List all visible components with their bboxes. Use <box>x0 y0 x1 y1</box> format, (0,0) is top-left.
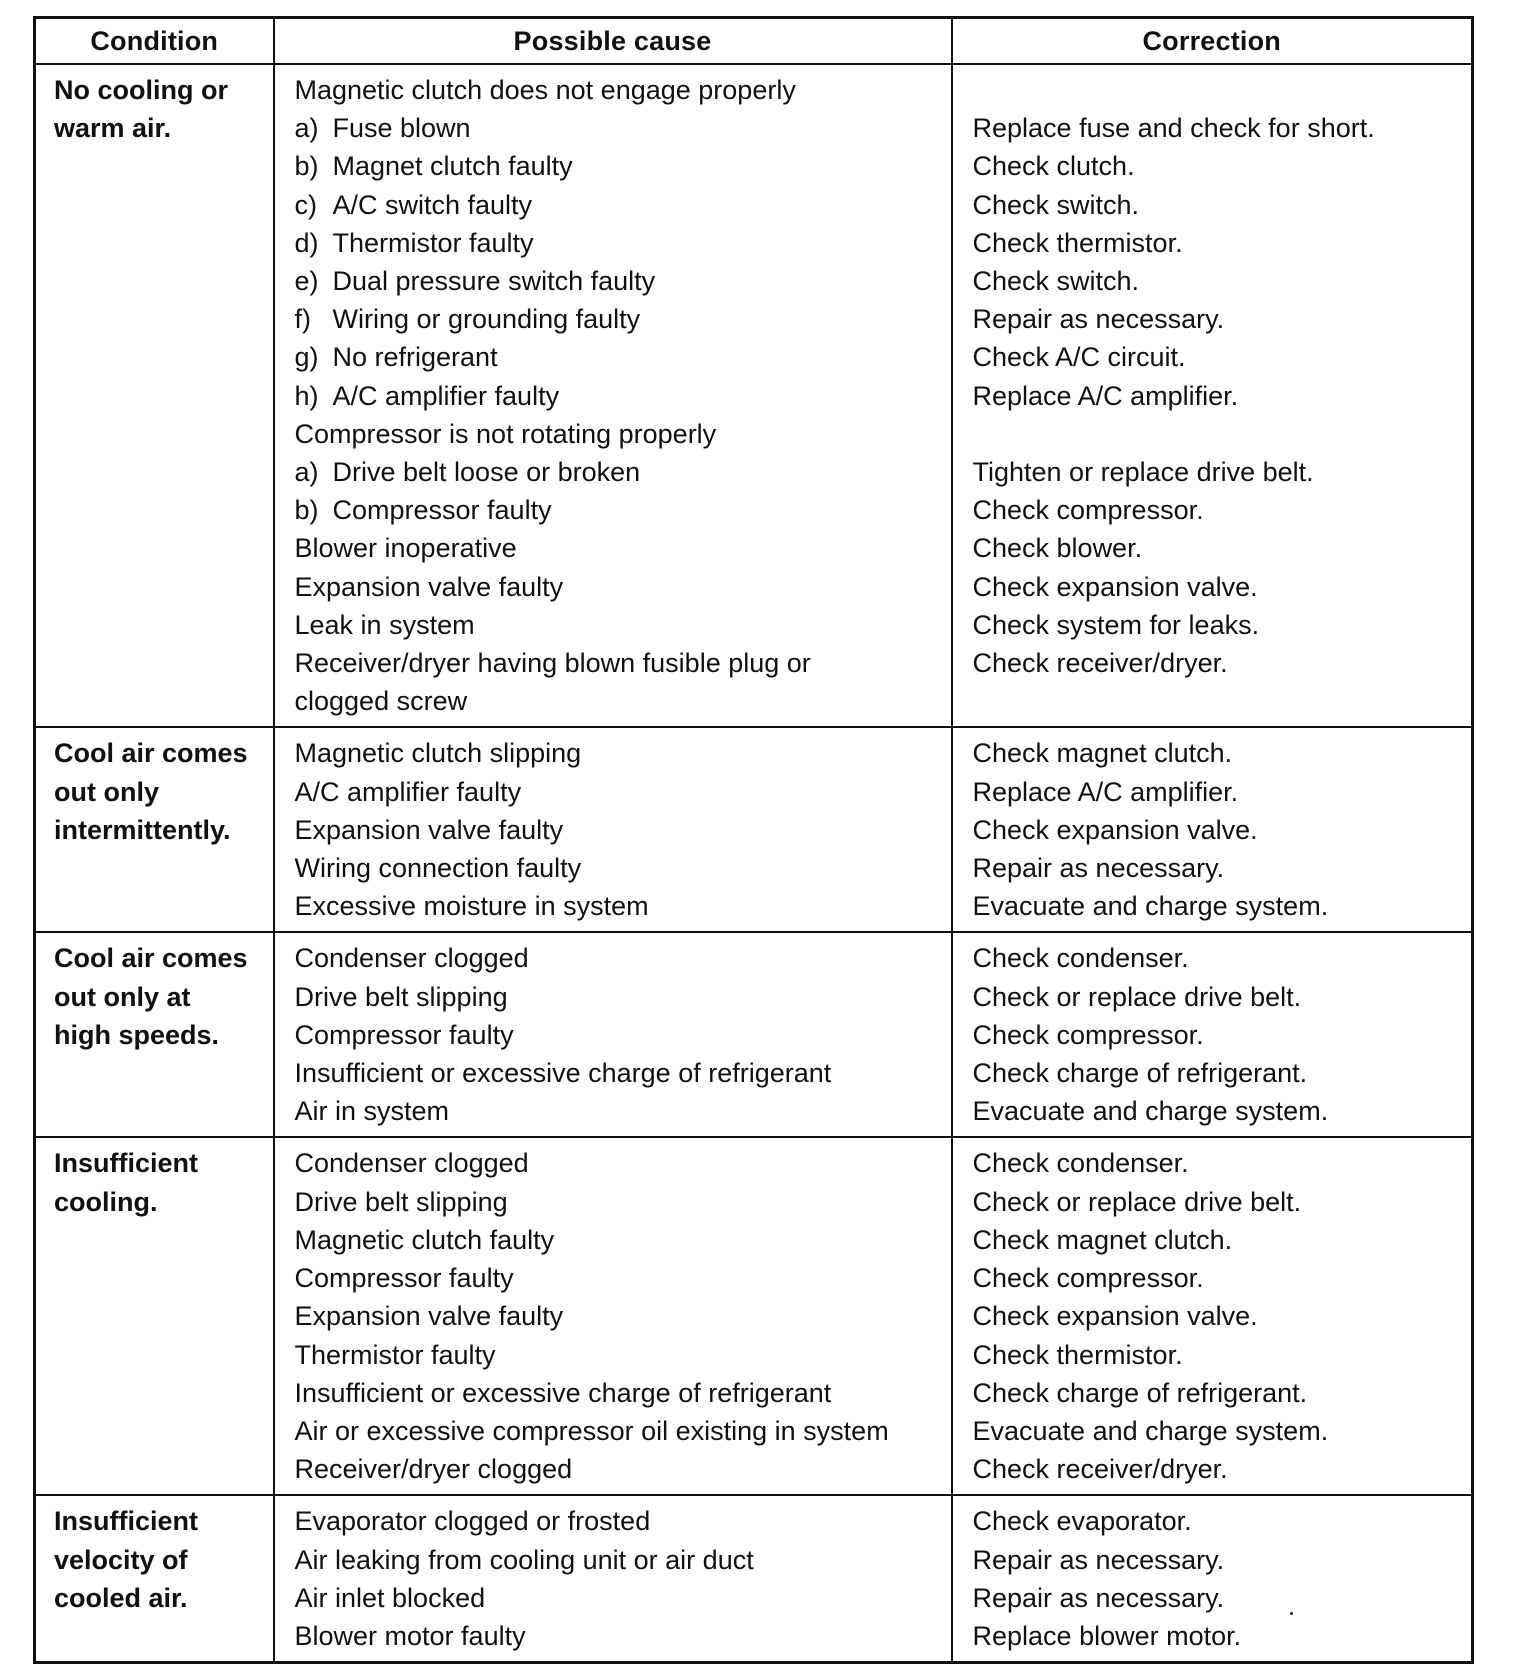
header-row <box>35 18 1473 65</box>
cause-line <box>295 338 947 376</box>
cause-text: Fuse blown <box>332 113 471 144</box>
cause-line <box>295 1183 947 1221</box>
possible-cause-cell <box>274 64 952 727</box>
cause-text: Air leaking from cooling unit or air duct <box>294 1544 754 1575</box>
cause-text: Drive belt slipping <box>294 981 508 1012</box>
cause-text: Insufficient or excessive charge of refrigerant <box>294 1058 832 1089</box>
cause-line <box>295 1016 947 1054</box>
correction-text: Repair as necessary. <box>972 304 1225 335</box>
condition-text: intermittently. <box>54 814 231 845</box>
possible-cause-cell <box>274 932 952 1137</box>
cause-line <box>295 415 947 453</box>
condition-text: velocity of <box>54 1544 188 1575</box>
cause-text: Condenser clogged <box>294 943 529 974</box>
cause-line <box>295 186 947 224</box>
cause-text: Wiring connection faulty <box>294 853 582 884</box>
cause-text: A/C switch faulty <box>332 189 533 220</box>
cause-item-label: a) <box>294 113 319 144</box>
scan-speck <box>1290 1612 1293 1615</box>
cause-line <box>295 300 947 338</box>
cause-text: Blower motor faulty <box>294 1620 526 1651</box>
cause-text: Thermistor faulty <box>294 1339 496 1370</box>
cause-line <box>295 1092 947 1130</box>
cause-line <box>295 978 947 1016</box>
cause-item-label: f) <box>294 304 311 335</box>
cause-text: Expansion valve faulty <box>294 814 564 845</box>
cause-text: A/C amplifier faulty <box>294 776 522 807</box>
cause-item-label: c) <box>294 189 317 220</box>
cause-line <box>295 1297 947 1335</box>
correction-cell <box>952 1137 1473 1495</box>
cause-line <box>295 1054 947 1092</box>
cause-line <box>295 849 947 887</box>
condition-cell <box>35 1137 274 1495</box>
correction-text: Check switch. <box>972 189 1140 220</box>
cause-text: Air or excessive compressor oil existing in system <box>294 1415 889 1446</box>
cause-item-label: g) <box>294 342 319 373</box>
cause-line <box>295 1541 947 1579</box>
cause-text: Dual pressure switch faulty <box>332 266 656 297</box>
correction-text: Check or replace drive belt. <box>972 1186 1302 1217</box>
cause-text: Air inlet blocked <box>294 1582 486 1613</box>
cause-line <box>295 644 947 682</box>
condition-group-row <box>35 1137 1473 1495</box>
cause-text: Expansion valve faulty <box>294 571 564 602</box>
cause-text: Thermistor faulty <box>332 227 534 258</box>
correction-text <box>973 682 1468 720</box>
cause-text: Compressor faulty <box>332 495 552 526</box>
cause-line <box>295 887 947 925</box>
cause-text: Drive belt loose or broken <box>332 457 641 488</box>
cause-text: Drive belt slipping <box>294 1186 508 1217</box>
cause-line <box>295 1336 947 1374</box>
cause-item-label: h) <box>294 380 319 411</box>
cause-line <box>295 682 947 720</box>
correction-text: Repair as necessary. <box>972 1544 1225 1575</box>
correction-text: Check system for leaks. <box>972 609 1260 640</box>
condition-text: Cool air comes <box>54 943 248 974</box>
cause-line <box>295 147 947 185</box>
cause-text: Condenser clogged <box>294 1148 529 1179</box>
cause-line <box>295 1221 947 1259</box>
possible-cause-cell <box>274 727 952 932</box>
condition-cell <box>35 1495 274 1662</box>
cause-text: Magnetic clutch does not engage properly <box>294 75 796 105</box>
correction-text: Check clutch. <box>972 151 1135 182</box>
cause-text: Wiring or grounding faulty <box>332 304 641 335</box>
cause-text: Receiver/dryer having blown fusible plug or <box>294 648 811 679</box>
condition-text: out only <box>54 776 159 807</box>
cause-text: Magnetic clutch faulty <box>294 1224 555 1255</box>
cause-text: Receiver/dryer clogged <box>294 1454 573 1485</box>
correction-text: Check magnet clutch. <box>972 738 1233 769</box>
correction-text: Check magnet clutch. <box>972 1224 1233 1255</box>
cause-line <box>295 939 947 977</box>
cause-line <box>295 262 947 300</box>
condition-text: Insufficient <box>54 1506 199 1537</box>
cause-line <box>295 734 947 772</box>
troubleshooting-table <box>33 16 1474 1664</box>
cause-line <box>295 1412 947 1450</box>
cause-text: Compressor is not rotating properly <box>294 418 717 449</box>
cause-text: No refrigerant <box>332 342 498 373</box>
cause-item-label: e) <box>294 266 319 297</box>
cause-line <box>295 377 947 415</box>
correction-text: Check compressor. <box>972 1019 1204 1050</box>
possible-cause-cell <box>274 1495 952 1662</box>
cause-line <box>295 224 947 262</box>
correction-text: Check thermistor. <box>972 227 1183 258</box>
correction-text: Check charge of refrigerant. <box>972 1058 1308 1089</box>
cause-line <box>295 1450 947 1488</box>
correction-text: Check A/C circuit. <box>972 342 1186 373</box>
cause-line <box>295 71 947 109</box>
cause-text: Air in system <box>294 1096 450 1127</box>
correction-text: Check blower. <box>972 533 1143 564</box>
correction-cell <box>952 727 1473 932</box>
troubleshooting-table-container <box>33 16 1474 1664</box>
correction-text: Check receiver/dryer. <box>972 1454 1228 1485</box>
correction-text: Check compressor. <box>972 1263 1204 1294</box>
condition-text: Insufficient <box>54 1148 199 1179</box>
possible-cause-cell <box>274 1137 952 1495</box>
header-possible-cause: Possible cause <box>274 18 952 65</box>
cause-text: Expansion valve faulty <box>294 1301 564 1332</box>
table-body <box>35 64 1473 1663</box>
condition-text: high speeds. <box>54 1019 220 1050</box>
cause-text: Evaporator clogged or frosted <box>294 1506 651 1537</box>
condition-cell <box>35 932 274 1137</box>
cause-text: Leak in system <box>294 609 475 640</box>
correction-text: Check expansion valve. <box>972 571 1258 602</box>
cause-line <box>295 568 947 606</box>
correction-text: Check or replace drive belt. <box>972 981 1302 1012</box>
correction-text: Check expansion valve. <box>972 814 1258 845</box>
cause-line <box>295 1579 947 1617</box>
cause-line <box>295 1259 947 1297</box>
condition-text: out only at <box>54 981 191 1012</box>
correction-text: Replace blower motor. <box>972 1620 1242 1651</box>
cause-item-label: b) <box>294 495 319 526</box>
correction-text: Check receiver/dryer. <box>972 648 1228 679</box>
correction-cell <box>952 932 1473 1137</box>
cause-line <box>295 491 947 529</box>
condition-group-row <box>35 932 1473 1137</box>
cause-text: Compressor faulty <box>294 1019 514 1050</box>
cause-line <box>295 529 947 567</box>
correction-cell <box>952 64 1473 727</box>
cause-text: clogged screw <box>294 686 468 717</box>
cause-text: Insufficient or excessive charge of refrigerant <box>294 1377 832 1408</box>
table-header <box>35 18 1473 65</box>
condition-text: cooling. <box>54 1186 158 1217</box>
condition-group-row <box>35 1495 1473 1662</box>
correction-cell <box>952 1495 1473 1662</box>
correction-text: Replace A/C amplifier. <box>972 776 1239 807</box>
condition-cell <box>35 64 274 727</box>
correction-text: Tighten or replace drive belt. <box>972 457 1314 487</box>
cause-line <box>295 109 947 147</box>
correction-text: Check charge of refrigerant. <box>972 1377 1308 1408</box>
correction-text: Replace A/C amplifier. <box>972 380 1239 411</box>
cause-text: Compressor faulty <box>294 1263 514 1294</box>
correction-text: Check evaporator. <box>972 1506 1192 1537</box>
correction-text: Check compressor. <box>972 495 1204 526</box>
cause-line <box>295 1502 947 1540</box>
cause-item-label: d) <box>294 227 319 258</box>
condition-group-row <box>35 64 1473 727</box>
cause-line <box>295 453 947 491</box>
cause-line <box>295 811 947 849</box>
cause-line <box>295 1144 947 1182</box>
cause-text: Magnetic clutch slipping <box>294 738 582 769</box>
cause-line <box>295 1617 947 1655</box>
correction-text: Replace fuse and check for short. <box>972 113 1375 144</box>
cause-text: Magnet clutch faulty <box>332 151 573 182</box>
condition-text: warm air. <box>54 113 172 144</box>
header-condition: Condition <box>35 18 274 65</box>
correction-text: Evacuate and charge system. <box>972 1415 1329 1446</box>
condition-text: Cool air comes <box>54 738 248 769</box>
cause-text: Blower inoperative <box>294 533 517 564</box>
condition-group-row <box>35 727 1473 932</box>
condition-text: No cooling or <box>54 75 228 105</box>
correction-text: Repair as necessary. <box>972 1582 1225 1613</box>
correction-text: Check condenser. <box>972 1148 1189 1179</box>
cause-item-label: b) <box>294 151 319 182</box>
cause-line <box>295 773 947 811</box>
correction-text: Check expansion valve. <box>972 1301 1258 1332</box>
cause-line <box>295 1374 947 1412</box>
correction-text <box>973 415 1468 453</box>
condition-cell <box>35 727 274 932</box>
correction-text <box>973 71 1468 109</box>
correction-text: Evacuate and charge system. <box>972 891 1329 922</box>
cause-line <box>295 606 947 644</box>
cause-text: Excessive moisture in system <box>294 891 649 922</box>
correction-text: Check condenser. <box>972 943 1189 974</box>
correction-text: Check switch. <box>972 266 1140 296</box>
cause-text: A/C amplifier faulty <box>332 380 560 411</box>
condition-text: cooled air. <box>54 1582 188 1613</box>
correction-text: Evacuate and charge system. <box>972 1096 1329 1127</box>
correction-text: Repair as necessary. <box>972 853 1225 884</box>
header-correction: Correction <box>952 18 1473 65</box>
cause-item-label: a) <box>294 457 319 488</box>
correction-text: Check thermistor. <box>972 1339 1183 1370</box>
